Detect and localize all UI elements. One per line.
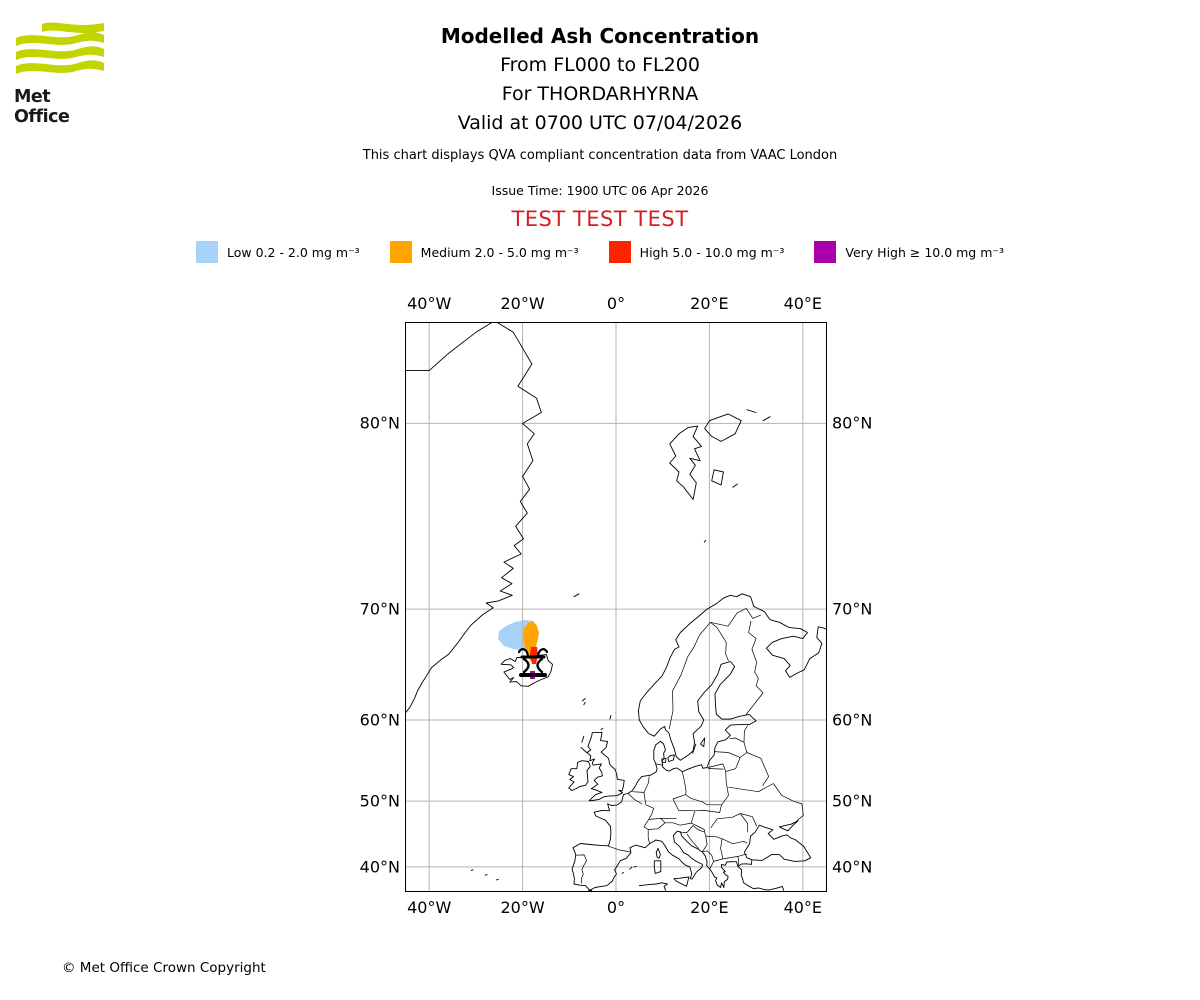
volcano-symbol-stroke (524, 659, 529, 672)
legend-label-low: Low 0.2 - 2.0 mg m⁻³ (227, 244, 360, 260)
y-tick-left-50°N: 50°N (359, 791, 400, 811)
map-frame (359, 294, 873, 917)
country-border-16 (673, 795, 695, 811)
coastline-35 (471, 870, 473, 871)
legend-swatch-low (196, 241, 218, 263)
coastline-33 (639, 883, 667, 891)
legend-label-high: High 5.0 - 10.0 mg m⁻³ (639, 244, 785, 260)
subtitle-valid-time: Valid at 0700 UTC 07/04/2026 (457, 112, 743, 134)
country-border-3 (746, 621, 763, 715)
ash-concentration-map (406, 323, 826, 891)
coastline-30 (630, 867, 632, 869)
country-border-4 (744, 726, 748, 743)
country-border-22 (628, 794, 642, 805)
country-border-39 (707, 851, 714, 869)
x-tick-top-0°: 0° (606, 294, 626, 313)
y-tick-right-80°N: 80°N (832, 413, 873, 433)
country-border-12 (747, 753, 769, 786)
test-banner: TEST TEST TEST (511, 207, 689, 231)
y-tick-right-40°N: 40°N (832, 857, 873, 877)
coastline-15 (581, 747, 587, 752)
coastline-37 (496, 879, 498, 880)
coastline-2 (670, 426, 702, 499)
country-border-17 (686, 795, 722, 805)
x-tick-bottom-0°: 0° (606, 898, 626, 917)
country-border-27 (648, 823, 665, 830)
coastline-7 (733, 484, 738, 487)
coastline-16 (587, 732, 624, 801)
country-border-32 (680, 826, 694, 833)
coastline-6 (747, 410, 756, 413)
x-tick-bottom-20°E: 20°E (690, 898, 729, 917)
coastline-11 (584, 702, 585, 704)
country-border-20 (644, 777, 649, 793)
coastline-4 (712, 470, 724, 485)
legend-item-medium (390, 241, 579, 263)
country-border-31 (680, 823, 691, 825)
country-border-19 (656, 764, 662, 765)
y-tick-right-50°N: 50°N (832, 791, 873, 811)
x-tick-bottom-20°W: 20°W (500, 898, 545, 917)
country-border-37 (721, 839, 723, 859)
coastline-25 (701, 738, 705, 747)
country-border-0 (669, 622, 710, 729)
country-border-48 (740, 814, 756, 827)
legend-swatch-medium (390, 241, 412, 263)
header (0, 24, 1200, 231)
coastline-29 (674, 877, 689, 886)
country-border-26 (649, 818, 665, 822)
country-border-10 (708, 769, 723, 770)
country-border-36 (706, 836, 722, 839)
country-border-46 (717, 814, 740, 819)
country-border-35 (702, 836, 707, 852)
y-tick-right-60°N: 60°N (832, 710, 873, 730)
coastline-8 (704, 541, 705, 543)
country-border-14 (773, 784, 803, 822)
page-title: Modelled Ash Concentration (440, 24, 760, 48)
country-border-1 (710, 622, 728, 661)
country-border-41 (722, 839, 747, 844)
country-border-2 (710, 608, 761, 626)
coastline-36 (485, 875, 487, 876)
coastline-10 (582, 699, 585, 701)
coastline-12 (610, 715, 611, 719)
country-border-25 (644, 815, 652, 830)
coastline-21 (779, 821, 798, 831)
country-border-11 (722, 772, 729, 805)
country-border-15 (682, 772, 686, 795)
coastline-9 (574, 594, 579, 597)
legend-label-very-high: Very High ≥ 10.0 mg m⁻³ (845, 244, 1004, 260)
country-border-24 (646, 805, 654, 815)
country-border-21 (632, 792, 644, 793)
country-border-45 (711, 819, 718, 828)
x-tick-top-40°W: 40°W (407, 294, 452, 313)
x-tick-bottom-40°W: 40°W (407, 898, 452, 917)
copyright-notice: © Met Office Crown Copyright (62, 960, 266, 976)
country-border-7 (714, 752, 740, 758)
met-office-wordmark: Met Office (14, 87, 70, 127)
coastline-14 (582, 736, 584, 742)
country-border-50 (575, 855, 586, 884)
country-border-49 (608, 846, 631, 852)
subtitle-flight-levels: From FL000 to FL200 (500, 54, 700, 76)
coastline-13 (601, 728, 603, 729)
country-border-8 (726, 757, 741, 771)
legend-item-very-high (814, 241, 1004, 263)
x-tick-bottom-40°E: 40°E (783, 898, 823, 917)
coastline-27 (656, 848, 660, 858)
coastline-23 (668, 755, 675, 762)
compliance-note: This chart displays QVA compliant concentration data from VAAC London (362, 148, 838, 163)
coastline-19 (738, 860, 752, 867)
country-border-43 (738, 856, 739, 866)
legend-item-low (196, 241, 360, 263)
y-tick-right-70°N: 70°N (832, 599, 873, 619)
y-tick-left-40°N: 40°N (359, 857, 400, 877)
coastline-18 (572, 594, 826, 891)
legend-swatch-very-high (814, 241, 836, 263)
x-tick-top-20°W: 20°W (500, 294, 545, 313)
coastline-22 (738, 867, 783, 891)
coastline-32 (622, 873, 623, 874)
country-border-18 (695, 805, 722, 813)
coastline-20 (744, 825, 810, 861)
country-border-29 (665, 823, 680, 825)
coastline-3 (705, 414, 742, 442)
issue-time: Issue Time: 1900 UTC 06 Apr 2026 (491, 183, 709, 198)
volcano-symbol-stroke (538, 659, 543, 672)
country-border-23 (644, 792, 646, 804)
y-tick-left-70°N: 70°N (359, 599, 400, 619)
legend (0, 241, 1200, 263)
y-tick-left-60°N: 60°N (359, 710, 400, 730)
coastline-17 (569, 761, 591, 791)
country-border-5 (730, 738, 745, 742)
country-border-30 (691, 811, 695, 823)
y-tick-left-80°N: 80°N (359, 413, 400, 433)
legend-item-high (609, 241, 785, 263)
volcano-symbol-stroke (519, 649, 528, 656)
country-border-38 (714, 856, 738, 861)
coastline-5 (763, 417, 770, 421)
legend-swatch-high (609, 241, 631, 263)
country-border-13 (729, 784, 774, 792)
subtitle-volcano: For THORDARHYRNA (501, 83, 699, 105)
x-tick-top-20°E: 20°E (690, 294, 729, 313)
x-tick-top-40°E: 40°E (783, 294, 823, 313)
legend-label-medium: Medium 2.0 - 5.0 mg m⁻³ (420, 244, 579, 260)
country-border-44 (691, 823, 705, 832)
country-border-47 (740, 814, 748, 833)
country-border-6 (740, 742, 747, 757)
country-border-51 (648, 830, 649, 844)
country-border-9 (708, 764, 726, 772)
